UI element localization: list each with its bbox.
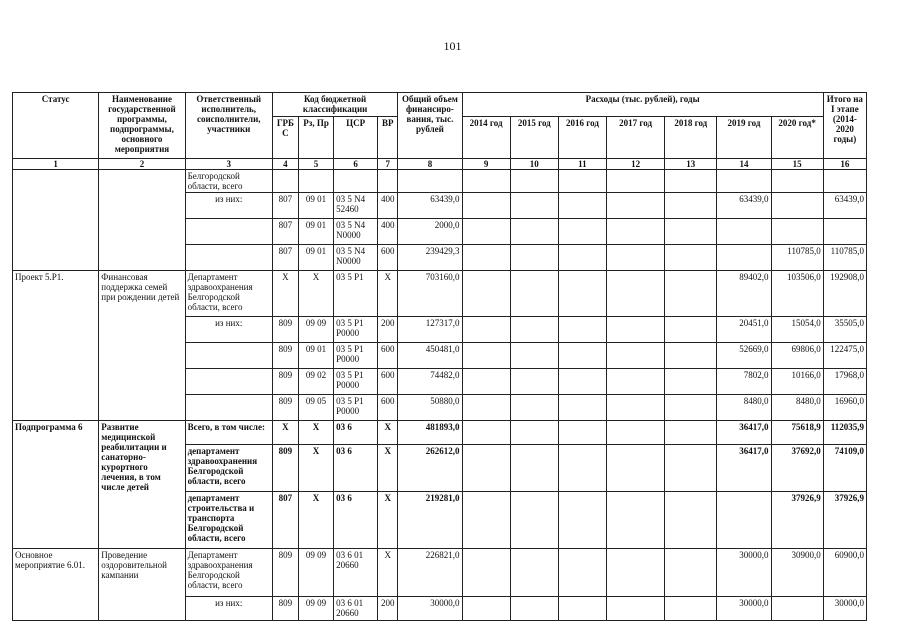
vr-cell: 200 <box>378 597 398 621</box>
header-year: 2016 год <box>558 117 606 159</box>
rz-pr-cell: 09 01 <box>298 219 333 245</box>
year-cell <box>462 193 510 219</box>
grbs-cell <box>272 170 298 193</box>
year-cell: 52669,0 <box>717 343 771 369</box>
header-vr: ВР <box>378 117 398 159</box>
year-cell <box>510 369 558 395</box>
header-year: 2017 год <box>607 117 665 159</box>
stage-total-cell <box>823 170 866 193</box>
total-cell: 450481,0 <box>398 343 462 369</box>
year-cell <box>665 492 717 549</box>
executor-cell: из них: <box>185 193 272 219</box>
grbs-cell: 809 <box>272 395 298 421</box>
year-cell <box>607 219 665 245</box>
header-year: 2019 год <box>717 117 771 159</box>
year-cell <box>558 271 606 317</box>
year-cell <box>558 170 606 193</box>
grbs-cell: Х <box>272 421 298 445</box>
rz-pr-cell: 09 01 <box>298 193 333 219</box>
year-cell <box>462 445 510 492</box>
year-cell <box>558 597 606 621</box>
vr-cell: Х <box>378 421 398 445</box>
vr-cell: 400 <box>378 219 398 245</box>
executor-cell: департамент строительства и транспорта Белгородской области, всего <box>185 492 272 549</box>
year-cell: 75618,9 <box>771 421 823 445</box>
year-cell <box>665 317 717 343</box>
executor-cell: департамент здравоохранения Белгородской области, всего <box>185 445 272 492</box>
year-cell <box>462 343 510 369</box>
year-cell <box>462 549 510 597</box>
year-cell <box>665 271 717 317</box>
stage-total-cell: 16960,0 <box>823 395 866 421</box>
column-number: 3 <box>185 159 272 170</box>
table-row <box>13 271 867 317</box>
csr-cell: 03 6 01 20660 <box>334 597 378 621</box>
year-cell <box>607 245 665 271</box>
header-stage-total: Итого на I этапе (2014-2020 годы) <box>823 93 866 159</box>
rz-pr-cell: Х <box>298 445 333 492</box>
status-cell: Подпрограмма 6 <box>13 421 99 549</box>
year-cell: 89402,0 <box>717 271 771 317</box>
year-cell <box>558 445 606 492</box>
csr-cell: 03 5 N4 52460 <box>334 193 378 219</box>
column-number: 9 <box>462 159 510 170</box>
year-cell <box>510 271 558 317</box>
year-cell <box>462 170 510 193</box>
header-executor: Ответственный исполнитель, соисполнители, участники <box>185 93 272 159</box>
csr-cell: 03 5 P1 P0000 <box>334 343 378 369</box>
year-cell <box>607 445 665 492</box>
page-number: 101 <box>443 39 462 53</box>
name-cell: Развитие медицинской реабилитации и санаторно-курортного лечения, в том числе детей <box>99 421 185 549</box>
rz-pr-cell: 09 09 <box>298 597 333 621</box>
year-cell <box>510 170 558 193</box>
rz-pr-cell: Х <box>298 421 333 445</box>
grbs-cell: 807 <box>272 245 298 271</box>
total-cell: 219281,0 <box>398 492 462 549</box>
year-cell <box>462 245 510 271</box>
name-cell <box>99 170 185 271</box>
year-cell <box>607 492 665 549</box>
stage-total-cell: 110785,0 <box>823 245 866 271</box>
year-cell <box>665 395 717 421</box>
year-cell <box>510 219 558 245</box>
year-cell <box>607 271 665 317</box>
year-cell <box>558 549 606 597</box>
csr-cell <box>334 170 378 193</box>
year-cell <box>717 219 771 245</box>
year-cell <box>665 549 717 597</box>
vr-cell: 400 <box>378 193 398 219</box>
stage-total-cell: 37926,9 <box>823 492 866 549</box>
executor-cell <box>185 395 272 421</box>
grbs-cell: 807 <box>272 492 298 549</box>
total-cell: 74482,0 <box>398 369 462 395</box>
csr-cell: 03 5 P1 P0000 <box>334 317 378 343</box>
status-cell: Проект 5.P1. <box>13 271 99 421</box>
total-cell: 63439,0 <box>398 193 462 219</box>
year-cell <box>510 317 558 343</box>
rz-pr-cell: 09 09 <box>298 549 333 597</box>
year-cell <box>665 219 717 245</box>
column-number: 11 <box>558 159 606 170</box>
csr-cell: 03 6 <box>334 421 378 445</box>
year-cell <box>771 193 823 219</box>
year-cell <box>717 170 771 193</box>
year-cell <box>510 597 558 621</box>
year-cell <box>558 219 606 245</box>
year-cell <box>771 170 823 193</box>
year-cell: 15054,0 <box>771 317 823 343</box>
column-number: 12 <box>607 159 665 170</box>
rz-pr-cell <box>298 170 333 193</box>
year-cell <box>462 369 510 395</box>
year-cell <box>558 317 606 343</box>
year-cell <box>558 395 606 421</box>
grbs-cell: Х <box>272 271 298 317</box>
year-cell <box>510 492 558 549</box>
year-cell <box>510 549 558 597</box>
year-cell: 7802,0 <box>717 369 771 395</box>
rz-pr-cell: 09 01 <box>298 343 333 369</box>
status-cell: Основное мероприятие 6.01. <box>13 549 99 621</box>
year-cell <box>607 170 665 193</box>
stage-total-cell: 35505,0 <box>823 317 866 343</box>
rz-pr-cell: 09 05 <box>298 395 333 421</box>
column-number: 1 <box>13 159 99 170</box>
vr-cell: 600 <box>378 395 398 421</box>
executor-cell <box>185 245 272 271</box>
grbs-cell: 807 <box>272 219 298 245</box>
csr-cell: 03 6 01 20660 <box>334 549 378 597</box>
rz-pr-cell: Х <box>298 271 333 317</box>
year-cell <box>771 219 823 245</box>
year-cell <box>607 317 665 343</box>
header-year: 2018 год <box>665 117 717 159</box>
year-cell <box>462 219 510 245</box>
stage-total-cell: 192908,0 <box>823 271 866 317</box>
header-grbs: ГРБС <box>272 117 298 159</box>
vr-cell: 600 <box>378 369 398 395</box>
vr-cell: 200 <box>378 317 398 343</box>
stage-total-cell: 112035,9 <box>823 421 866 445</box>
table-row <box>13 549 867 597</box>
stage-total-cell: 122475,0 <box>823 343 866 369</box>
year-cell <box>462 492 510 549</box>
total-cell: 703160,0 <box>398 271 462 317</box>
year-cell <box>717 245 771 271</box>
year-cell <box>462 395 510 421</box>
header-year: 2020 год* <box>771 117 823 159</box>
year-cell <box>510 193 558 219</box>
vr-cell: Х <box>378 549 398 597</box>
year-cell <box>462 271 510 317</box>
name-cell: Финансовая поддержка семей при рождении детей <box>99 271 185 421</box>
grbs-cell: 809 <box>272 343 298 369</box>
year-cell <box>665 597 717 621</box>
stage-total-cell: 60900,0 <box>823 549 866 597</box>
year-cell <box>607 597 665 621</box>
year-cell <box>510 395 558 421</box>
column-number: 4 <box>272 159 298 170</box>
year-cell: 10166,0 <box>771 369 823 395</box>
stage-total-cell: 63439,0 <box>823 193 866 219</box>
executor-cell: Белгородской области, всего <box>185 170 272 193</box>
name-cell: Проведение оздоровительной кампании <box>99 549 185 621</box>
column-number: 13 <box>665 159 717 170</box>
stage-total-cell: 17968,0 <box>823 369 866 395</box>
year-cell <box>665 343 717 369</box>
year-cell <box>607 343 665 369</box>
year-cell <box>771 597 823 621</box>
rz-pr-cell: Х <box>298 492 333 549</box>
year-cell: 36417,0 <box>717 445 771 492</box>
rz-pr-cell: 09 02 <box>298 369 333 395</box>
stage-total-cell: 74109,0 <box>823 445 866 492</box>
vr-cell: Х <box>378 445 398 492</box>
executor-cell <box>185 369 272 395</box>
year-cell <box>665 421 717 445</box>
column-number: 15 <box>771 159 823 170</box>
year-cell <box>607 395 665 421</box>
year-cell: 110785,0 <box>771 245 823 271</box>
grbs-cell: 809 <box>272 597 298 621</box>
total-cell: 239429,3 <box>398 245 462 271</box>
header-total: Общий объем финансиро-вания, тыс. рублей <box>398 93 462 159</box>
total-cell: 2000,0 <box>398 219 462 245</box>
column-number: 2 <box>99 159 185 170</box>
total-cell: 226821,0 <box>398 549 462 597</box>
header-year: 2015 год <box>510 117 558 159</box>
year-cell: 8480,0 <box>717 395 771 421</box>
year-cell <box>665 445 717 492</box>
vr-cell: Х <box>378 492 398 549</box>
column-number: 14 <box>717 159 771 170</box>
grbs-cell: 807 <box>272 193 298 219</box>
csr-cell: 03 6 <box>334 492 378 549</box>
year-cell <box>607 193 665 219</box>
header-year: 2014 год <box>462 117 510 159</box>
executor-cell: из них: <box>185 317 272 343</box>
header-name: Наименование государственной программы, подпрограммы, основного мероприятия <box>99 93 185 159</box>
grbs-cell: 809 <box>272 369 298 395</box>
vr-cell: Х <box>378 271 398 317</box>
header-csr: ЦСР <box>334 117 378 159</box>
year-cell <box>510 245 558 271</box>
year-cell: 69806,0 <box>771 343 823 369</box>
status-cell <box>13 170 99 271</box>
year-cell <box>558 492 606 549</box>
total-cell: 127317,0 <box>398 317 462 343</box>
year-cell <box>717 492 771 549</box>
budget-table <box>12 92 867 621</box>
vr-cell: 600 <box>378 245 398 271</box>
year-cell <box>607 549 665 597</box>
csr-cell: 03 5 N4 N0000 <box>334 245 378 271</box>
executor-cell <box>185 219 272 245</box>
table-body <box>13 170 867 621</box>
year-cell: 30000,0 <box>717 597 771 621</box>
executor-cell: Всего, в том числе: <box>185 421 272 445</box>
csr-cell: 03 5 P1 P0000 <box>334 369 378 395</box>
year-cell <box>558 343 606 369</box>
year-cell <box>510 343 558 369</box>
column-number: 10 <box>510 159 558 170</box>
vr-cell: 600 <box>378 343 398 369</box>
rz-pr-cell: 09 09 <box>298 317 333 343</box>
year-cell <box>607 421 665 445</box>
executor-cell <box>185 343 272 369</box>
year-cell: 103506,0 <box>771 271 823 317</box>
year-cell <box>558 193 606 219</box>
total-cell: 481893,0 <box>398 421 462 445</box>
year-cell <box>665 170 717 193</box>
year-cell <box>462 317 510 343</box>
table-row <box>13 170 867 193</box>
column-number: 16 <box>823 159 866 170</box>
year-cell <box>510 421 558 445</box>
year-cell <box>665 245 717 271</box>
year-cell <box>607 369 665 395</box>
grbs-cell: 809 <box>272 317 298 343</box>
vr-cell <box>378 170 398 193</box>
year-cell: 37926,9 <box>771 492 823 549</box>
column-number: 7 <box>378 159 398 170</box>
stage-total-cell: 30000,0 <box>823 597 866 621</box>
stage-total-cell <box>823 219 866 245</box>
year-cell: 63439,0 <box>717 193 771 219</box>
column-number: 6 <box>334 159 378 170</box>
total-cell: 262612,0 <box>398 445 462 492</box>
executor-cell: Департамент здравоохранения Белгородской области, всего <box>185 549 272 597</box>
table-row <box>13 421 867 445</box>
year-cell <box>665 369 717 395</box>
year-cell <box>665 193 717 219</box>
rz-pr-cell: 09 01 <box>298 245 333 271</box>
year-cell: 30000,0 <box>717 549 771 597</box>
header-status: Статус <box>13 93 99 159</box>
csr-cell: 03 5 P1 P0000 <box>334 395 378 421</box>
total-cell: 30000,0 <box>398 597 462 621</box>
year-cell <box>558 245 606 271</box>
year-cell: 37692,0 <box>771 445 823 492</box>
year-cell <box>462 597 510 621</box>
year-cell: 8480,0 <box>771 395 823 421</box>
total-cell <box>398 170 462 193</box>
column-number: 5 <box>298 159 333 170</box>
executor-cell: Департамент здравоохранения Белгородской области, всего <box>185 271 272 317</box>
header-rz-pr: Рз, Пр <box>298 117 333 159</box>
year-cell <box>558 369 606 395</box>
year-cell: 36417,0 <box>717 421 771 445</box>
csr-cell: 03 5 P1 <box>334 271 378 317</box>
year-cell <box>558 421 606 445</box>
grbs-cell: 809 <box>272 549 298 597</box>
column-numbers-row <box>13 159 867 170</box>
year-cell <box>462 421 510 445</box>
year-cell: 30900,0 <box>771 549 823 597</box>
year-cell <box>510 445 558 492</box>
total-cell: 50880,0 <box>398 395 462 421</box>
executor-cell: из них: <box>185 597 272 621</box>
csr-cell: 03 5 N4 N0000 <box>334 219 378 245</box>
header-expenses: Расходы (тыс. рублей), годы <box>462 93 823 117</box>
year-cell: 20451,0 <box>717 317 771 343</box>
column-number: 8 <box>398 159 462 170</box>
grbs-cell: 809 <box>272 445 298 492</box>
header-budget-code: Код бюджетной классификации <box>272 93 397 117</box>
csr-cell: 03 6 <box>334 445 378 492</box>
